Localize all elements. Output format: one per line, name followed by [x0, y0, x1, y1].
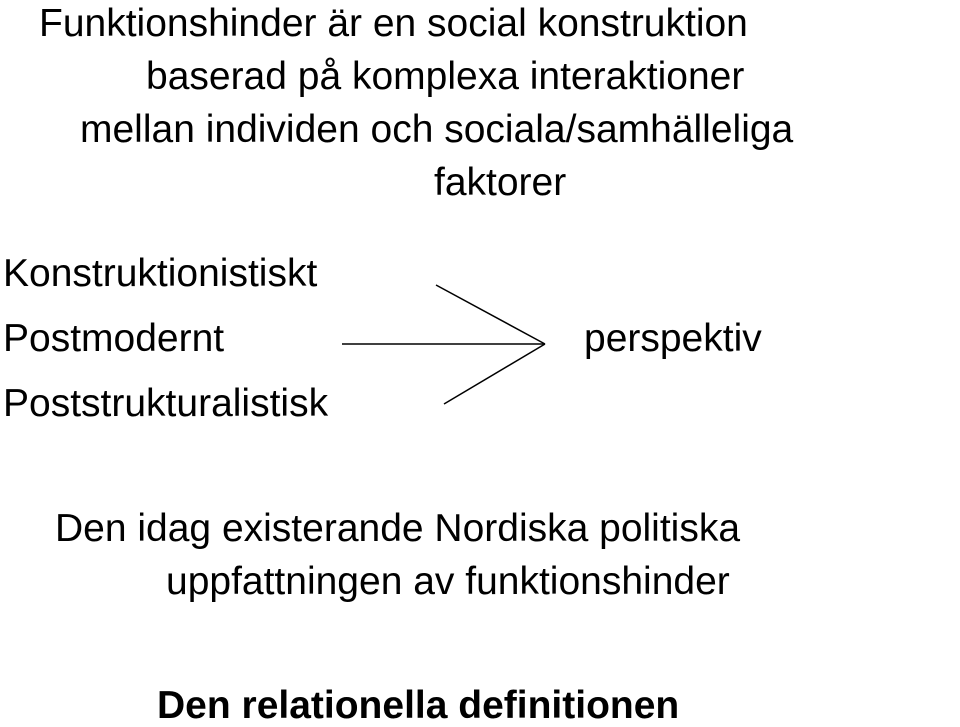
line-from-poststructuralist: [444, 344, 545, 404]
statement-line-1: Den idag existerande Nordiska politiska: [55, 507, 741, 550]
heading-line-2: baserad på komplexa interaktioner: [146, 55, 745, 98]
heading-line-1: Funktionshinder är en social konstruktion: [39, 2, 748, 45]
perspective-item-postmodern: Postmodernt: [3, 317, 225, 360]
statement-line-2: uppfattningen av funktionshinder: [166, 560, 730, 603]
heading-line-4: faktorer: [434, 161, 567, 204]
conclusion: Den relationella definitionen: [157, 684, 680, 727]
perspective-target: perspektiv: [584, 317, 762, 360]
perspective-item-poststructuralist: Poststrukturalistisk: [3, 382, 329, 425]
perspective-item-constructionist: Konstruktionistiskt: [3, 252, 318, 295]
line-from-constructionist: [436, 285, 545, 344]
heading-line-3: mellan individen och sociala/samhälleliga: [80, 108, 794, 151]
